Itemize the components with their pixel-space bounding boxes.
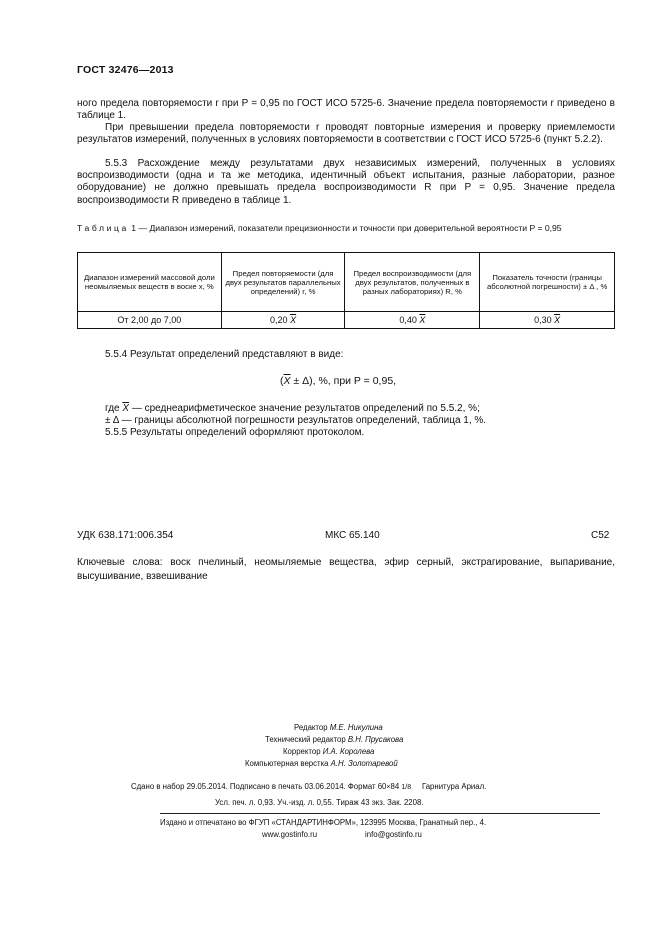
cell-reproducibility-value: 0,40 <box>399 315 420 325</box>
publisher-site: www.gostinfo.ru <box>262 830 318 839</box>
times-sign: × <box>386 784 391 791</box>
paragraph-5-5-4: 5.5.4 Результат определений представляют в виде: <box>105 349 344 360</box>
corrector-name: И.А. Королева <box>322 747 375 756</box>
table-caption-label: Таблица <box>77 223 129 233</box>
imprint-sheets: Усл. печ. л. 0,93. Уч.-изд. л. 0,55. Тираж 43 экз. Зак. 2208. <box>215 798 424 807</box>
header-accuracy: Показатель точности (границы абсолютной погрешности) ± Δ , % <box>480 253 615 312</box>
udk-code: УДК 638.171:006.354 <box>77 530 174 541</box>
print-data-text: Сдано в набор 29.05.2014. Подписано в печать 03.06.2014. Формат 60 <box>131 782 387 791</box>
editor-name: М.Е. Никулина <box>329 723 383 732</box>
imprint-corrector <box>283 746 374 758</box>
where-xbar: $\overline{X}$ <box>122 403 130 414</box>
mks-code: МКС 65.140 <box>325 530 380 541</box>
paragraph-5-5-5: 5.5.5 Результаты определений оформляют протоколом. <box>105 427 365 438</box>
layout-name: А.Н. Золотаревой <box>330 759 398 768</box>
imprint-print-data <box>131 781 486 794</box>
paragraph-delta: ± Δ — границы абсолютной погрешности результатов определений, таблица 1, %. <box>105 415 487 426</box>
imprint-publisher: Издано и отпечатано во ФГУП «СТАНДАРТИНФОРМ», 123995 Москва, Гранатный пер., 4. <box>160 818 487 827</box>
paragraph-exceed-repeatability: При превышении предела повторяемости r проводят повторные измерения и проверку приемлемости результатов измерений, полученных в условиях повторяемости в соответствии с ГОСТ ИСО 5725-6 (пункт 5.2.2). <box>77 122 615 146</box>
cell-repeatability-value: 0,20 <box>270 315 291 325</box>
publisher-email: info@gostinfo.ru <box>365 830 422 839</box>
corrector-label: Корректор <box>283 747 323 756</box>
paragraph-where-xbar <box>77 403 615 415</box>
paragraph-5-5-3: 5.5.3 Расхождение между результатами двух независимых измерений, полученных в условиях воспроизводимости (одна и та же методика, идентичный объект испытания, разные лаборатории, разное оборудование) не должно превышать предела воспроизводимости R при P = 0,95. Значение предела воспроизводимости R приведено в таблице 1. <box>77 158 615 206</box>
table-caption <box>77 223 615 234</box>
cell-repeatability <box>221 312 345 329</box>
where-text: — среднеарифметическое значение результатов определений по 5.5.2, %; <box>129 403 480 414</box>
keywords: Ключевые слова: воск пчелиный, неомыляемые вещества, эфир серный, экстрагирование, выпаривание, высушивание, взвешивание <box>77 557 615 582</box>
standard-header: ГОСТ 32476—2013 <box>77 64 174 76</box>
xbar-symbol: $\overline{X}$ <box>554 315 561 325</box>
table-row <box>78 312 615 329</box>
header-range: Диапазон измерений массовой доли неомыляемых веществ в воске x, % <box>78 253 222 312</box>
header-repeatability: Предел повторяемости (для двух результатов параллельных определений) r, % <box>221 253 345 312</box>
formula-rest: ± Δ), %, при P = 0,95, <box>290 375 397 387</box>
formula-open: ( <box>280 375 284 387</box>
formula-xbar: $\overline{X}$ <box>283 375 291 387</box>
xbar-symbol: $\overline{X}$ <box>290 315 297 325</box>
editor-label: Редактор <box>294 723 330 732</box>
xbar-symbol: $\overline{X}$ <box>419 315 426 325</box>
cell-accuracy-value: 0,30 <box>534 315 555 325</box>
table-header-row <box>78 253 615 312</box>
typeface: Гарнитура Ариал. <box>421 782 487 791</box>
format-fraction: 1/8 <box>401 784 412 791</box>
where-label: где <box>105 403 123 414</box>
cell-range: От 2,00 до 7,00 <box>78 312 222 329</box>
divider <box>160 813 600 814</box>
header-reproducibility: Предел воспроизводимости (для двух результатов, полученных в разных лабораториях) R, % <box>345 253 480 312</box>
classification-code: С52 <box>591 530 610 541</box>
result-formula <box>280 375 396 387</box>
cell-reproducibility <box>345 312 480 329</box>
imprint-tech-editor <box>265 734 403 746</box>
layout-label: Компьютерная верстка <box>245 759 331 768</box>
paragraph-repeatability-limit: ного предела повторяемости r при P = 0,95 по ГОСТ ИСО 5725-6. Значение предела повторяемости r приведено в таблице 1. <box>77 98 615 122</box>
table-caption-text: 1 — Диапазон измерений, показатели прецизионности и точности при доверительной вероятности P = 0,95 <box>128 223 562 233</box>
cell-accuracy <box>480 312 615 329</box>
imprint-layout <box>245 758 398 770</box>
imprint-editor <box>294 722 383 734</box>
precision-table <box>77 252 615 329</box>
tech-editor-name: В.Н. Прусакова <box>347 735 404 744</box>
format-84: 84 <box>390 782 400 791</box>
tech-editor-label: Технический редактор <box>265 735 348 744</box>
